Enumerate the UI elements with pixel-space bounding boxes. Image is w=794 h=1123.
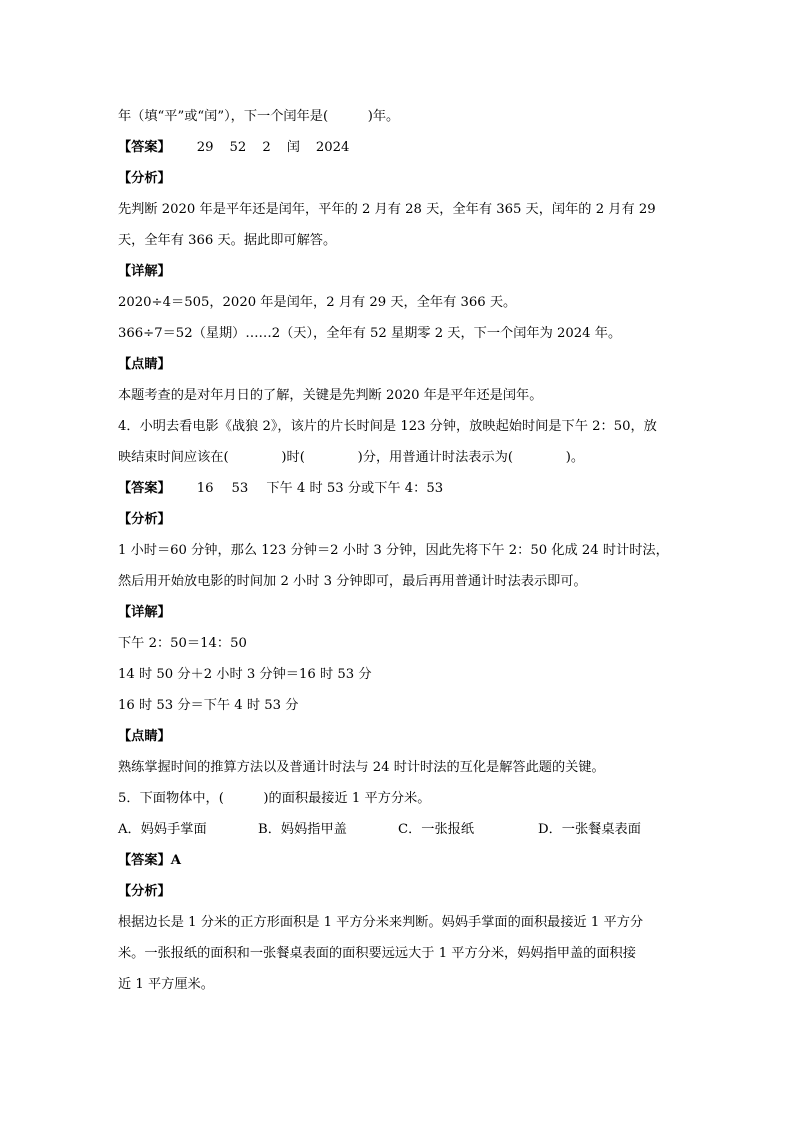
- q3-comment-label: 【点睛】: [118, 357, 171, 372]
- q4-detail-line-1: 下午 2：50＝14：50: [118, 636, 247, 651]
- q4-answer-1: 16: [196, 481, 214, 496]
- q3-question-tail: 年（填“平”或“闰”），下一个闰年是( )年。: [118, 109, 400, 124]
- q5-option-c: C．一张报纸: [398, 822, 475, 837]
- q4-question-line-2: 映结束时间应该在( )时( )分，用普通计时法表示为( )。: [118, 450, 585, 465]
- q5-answer: 【答案】A: [118, 853, 181, 868]
- q4-analysis-line-2: 然后用开始放电影的时间加 2 小时 3 分钟即可，最后再用普通计时法表示即可。: [118, 574, 587, 589]
- q4-analysis-label: 【分析】: [118, 512, 171, 527]
- q5-option-b: B．妈妈指甲盖: [258, 822, 347, 837]
- q5-question: 5．下面物体中，( )的面积最接近 1 平方分米。: [118, 791, 431, 806]
- q4-answer: [118, 473, 678, 504]
- q3-answer-5: 2024: [315, 140, 350, 155]
- q5-option-a: A．妈妈手掌面: [118, 822, 207, 837]
- q4-analysis-line-1: 1 小时＝60 分钟，那么 123 分钟＝2 小时 3 分钟，因此先将下午 2：50 化成 24 时计时法，: [118, 543, 669, 558]
- q5-options: [118, 814, 678, 845]
- q4-detail-label: 【详解】: [118, 605, 171, 620]
- q4-question-line-1: 4．小明去看电影《战狼 2》，该片的片长时间是 123 分钟，放映起始时间是下午 2：50，放: [118, 419, 657, 434]
- q3-analysis-line-2: 天，全年有 366 天。据此即可解答。: [118, 233, 337, 248]
- q4-answer-2: 53: [231, 481, 249, 496]
- q3-comment: 本题考查的是对年月日的了解，关键是先判断 2020 年是平年还是闰年。: [118, 388, 543, 403]
- q5-analysis-label: 【分析】: [118, 884, 171, 899]
- q5-analysis-line-3: 近 1 平方厘米。: [118, 977, 214, 992]
- q4-comment-label: 【点睛】: [118, 729, 171, 744]
- q3-detail-line-1: 2020÷4＝505，2020 年是闰年，2 月有 29 天，全年有 366 天。: [118, 295, 517, 310]
- q3-answer: [118, 132, 678, 163]
- answer-label: 【答案】: [118, 140, 171, 155]
- q4-detail-line-3: 16 时 53 分＝下午 4 时 53 分: [118, 698, 299, 713]
- document-page: [118, 101, 678, 1000]
- q5-analysis-line-1: 根据边长是 1 分米的正方形面积是 1 平方分米来判断。妈妈手掌面的面积最接近 1 平方分: [118, 915, 644, 930]
- q3-detail-line-2: 366÷7＝52（星期）……2（天），全年有 52 星期零 2 天，下一个闰年为 2024 年。: [118, 326, 622, 341]
- q3-detail-label: 【详解】: [118, 264, 171, 279]
- answer-label: 【答案】: [118, 481, 171, 496]
- q4-answer-3: 下午 4 时 53 分或下午 4：53: [266, 481, 444, 496]
- q3-answer-1: 29: [196, 140, 214, 155]
- q4-comment: 熟练掌握时间的推算方法以及普通计时法与 24 时计时法的互化是解答此题的关键。: [118, 760, 605, 775]
- q5-option-d: D．一张餐桌表面: [538, 822, 641, 837]
- q3-analysis-line-1: 先判断 2020 年是平年还是闰年，平年的 2 月有 28 天，全年有 365 天，闰年的 2 月有 29: [118, 202, 656, 217]
- q3-answer-3: 2: [262, 140, 271, 155]
- q5-analysis-line-2: 米。一张报纸的面积和一张餐桌表面的面积要远远大于 1 平方分米，妈妈指甲盖的面积接: [118, 946, 636, 961]
- q4-detail-line-2: 14 时 50 分＋2 小时 3 分钟＝16 时 53 分: [118, 667, 372, 682]
- q3-analysis-label: 【分析】: [118, 171, 171, 186]
- q3-answer-2: 52: [229, 140, 247, 155]
- q3-answer-4: 闰: [286, 140, 300, 155]
